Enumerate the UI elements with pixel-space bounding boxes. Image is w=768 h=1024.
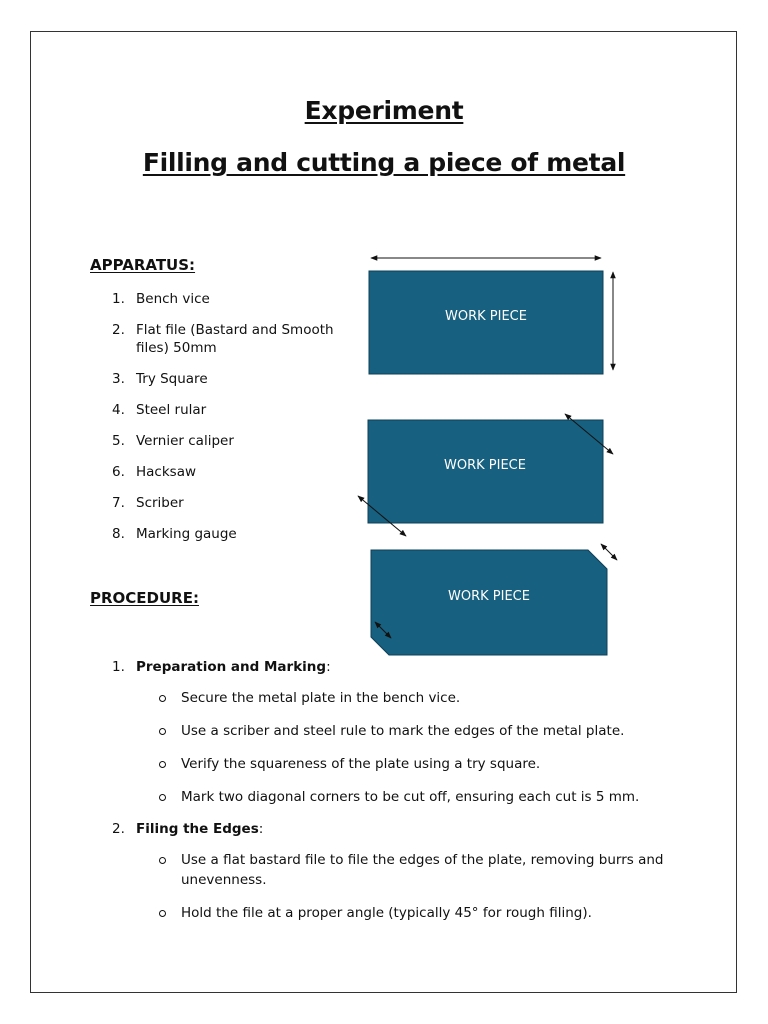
item-text: Bench vice	[136, 291, 210, 307]
item-text: Steel rular	[136, 402, 207, 418]
item-number: 5.	[112, 433, 125, 449]
item-text: Flat file (Bastard and Smooth files) 50mm	[136, 322, 334, 356]
list-item	[181, 688, 676, 708]
procedure-step	[112, 658, 676, 807]
list-item	[181, 754, 676, 774]
step-number: 2.	[112, 821, 125, 837]
item-text: Vernier caliper	[136, 433, 234, 449]
list-item	[181, 721, 676, 741]
hollow-bullet-icon	[159, 695, 166, 702]
bullet-text: Use a flat bastard file to file the edges of the plate, removing burrs and unevenness.	[181, 852, 664, 888]
document-title: Experiment	[304, 96, 464, 125]
item-number: 3.	[112, 371, 125, 387]
list-item	[181, 850, 676, 890]
step-number: 1.	[112, 659, 125, 675]
hollow-bullet-icon	[159, 728, 166, 735]
item-text: Scriber	[136, 495, 184, 511]
procedure-list	[112, 658, 676, 936]
item-text: Marking gauge	[136, 526, 237, 542]
bullet-text: Secure the metal plate in the bench vice.	[181, 690, 461, 706]
bullet-text: Mark two diagonal corners to be cut off, ensuring each cut is 5 mm.	[181, 789, 640, 805]
step-title: Filing the Edges	[136, 821, 259, 837]
hollow-bullet-icon	[159, 761, 166, 768]
bullet-text: Use a scriber and steel rule to mark the edges of the metal plate.	[181, 723, 625, 739]
item-text: Try Square	[136, 371, 208, 387]
item-number: 4.	[112, 402, 125, 418]
work-piece-label-2: WORK PIECE	[444, 458, 526, 473]
bullet-text: Hold the file at a proper angle (typically 45° for rough filing).	[181, 905, 592, 921]
list-item	[181, 903, 676, 923]
hollow-bullet-icon	[159, 910, 166, 917]
step-title: Preparation and Marking	[136, 659, 327, 675]
document-subtitle: Filling and cutting a piece of metal	[142, 148, 626, 177]
step-suffix: :	[326, 659, 331, 675]
procedure-heading: PROCEDURE:	[90, 589, 199, 607]
step-bullets	[136, 688, 676, 807]
list-item	[181, 787, 676, 807]
item-number: 7.	[112, 495, 125, 511]
hollow-bullet-icon	[159, 794, 166, 801]
item-text: Hacksaw	[136, 464, 197, 480]
chamfer-arrow-top-right	[601, 544, 617, 560]
bullet-text: Verify the squareness of the plate using a try square.	[181, 756, 541, 772]
item-number: 6.	[112, 464, 125, 480]
work-piece-label-3: WORK PIECE	[448, 589, 530, 604]
item-number: 8.	[112, 526, 125, 542]
hollow-bullet-icon	[159, 857, 166, 864]
apparatus-heading: APPARATUS:	[90, 256, 196, 274]
item-number: 1.	[112, 291, 125, 307]
procedure-step	[112, 820, 676, 923]
step-bullets	[136, 850, 676, 923]
step-suffix: :	[258, 821, 264, 837]
item-number: 2.	[112, 322, 125, 338]
work-piece-label-1: WORK PIECE	[445, 309, 527, 324]
